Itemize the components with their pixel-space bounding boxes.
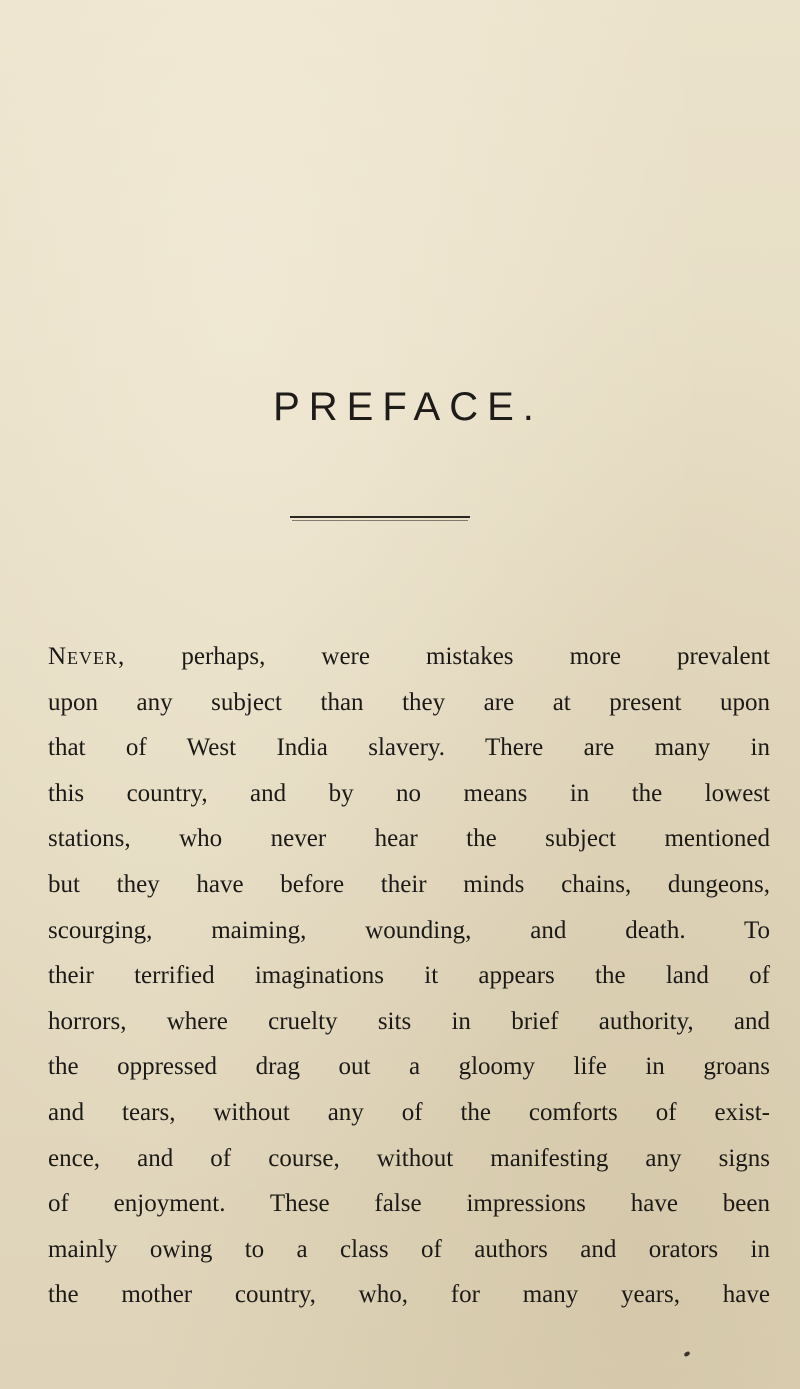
text-line-10: the oppressed drag out a gloomy life in groans <box>48 1053 770 1081</box>
text-line-9: horrors, where cruelty sits in brief authority, and <box>48 1007 770 1035</box>
text-line-1 <box>48 634 770 680</box>
text-line-13: of enjoyment. These false impressions have been <box>48 1190 770 1218</box>
text-line-6: but they have before their minds chains, dungeons, <box>48 870 770 898</box>
text-line-11: and tears, without any of the comforts of exist- <box>48 1098 770 1126</box>
text-line-3: that of West India slavery. There are many in <box>48 734 770 762</box>
text-line-4: this country, and by no means in the lowest <box>48 779 770 807</box>
text-line-12: ence, and of course, without manifesting any signs <box>48 1144 770 1172</box>
opening-word: Never, <box>48 643 126 670</box>
text-line-8: their terrified imaginations it appears the land of <box>48 962 770 990</box>
text-line-14: mainly owing to a class of authors and orators in <box>48 1235 770 1263</box>
text-line-7: scourging, maiming, wounding, and death. To <box>48 916 770 944</box>
text-line-1-rest: perhaps, were mistakes more prevalent <box>125 643 770 670</box>
preface-heading: PREFACE. <box>273 385 543 429</box>
text-line-2: upon any subject than they are at present upon <box>48 688 770 716</box>
text-line-5: stations, who never hear the subject mentioned <box>48 825 770 853</box>
preface-body <box>48 634 770 1318</box>
text-line-15: the mother country, who, for many years, have <box>48 1281 770 1309</box>
ink-blot <box>683 1351 690 1357</box>
heading-rule <box>290 516 470 518</box>
